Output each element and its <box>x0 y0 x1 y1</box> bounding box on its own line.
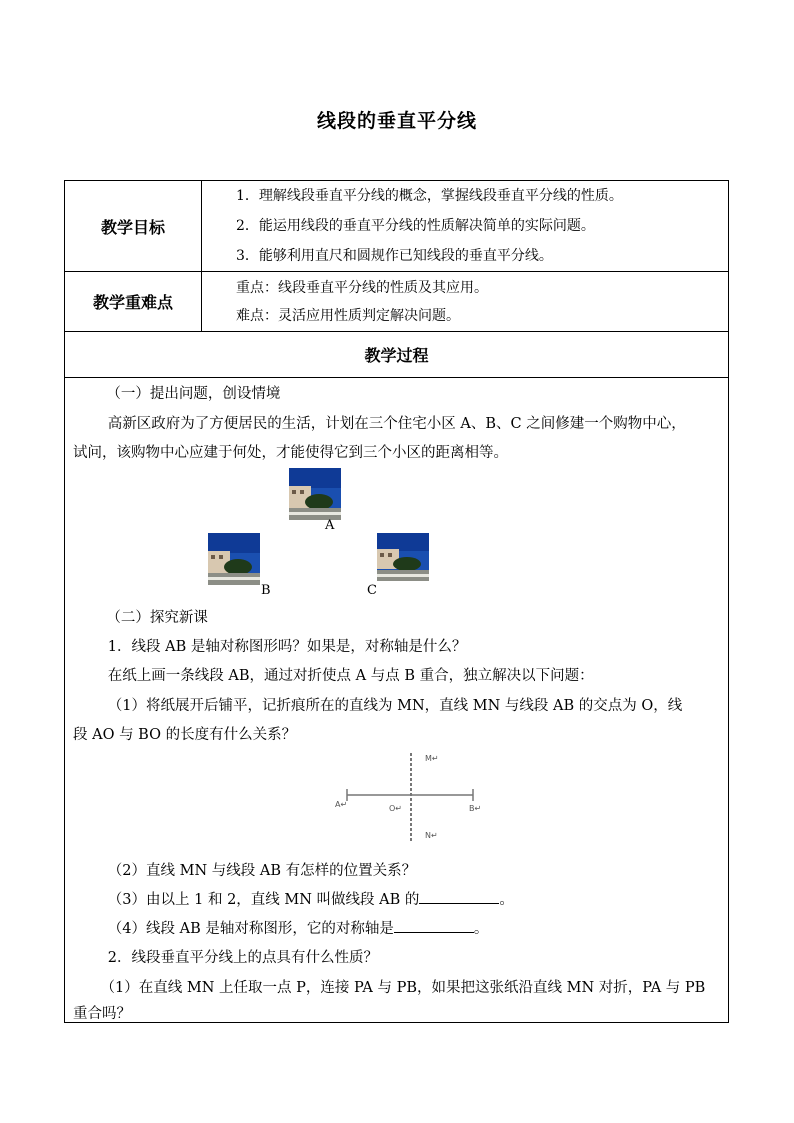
page-title: 线段的垂直平分线 <box>316 110 477 132</box>
goal-item: 1．理解线段垂直平分线的概念，掌握线段垂直平分线的性质。 <box>236 188 623 204</box>
question2-part1-line1: （1）在直线 MN 上任取一点 P，连接 PA 与 PB，如果把这张纸沿直线 MN 对折，PA 与 PB <box>100 980 706 996</box>
point-b-label: B <box>261 583 271 598</box>
label-b: B↵ <box>469 804 482 813</box>
question1-intro: 在纸上画一条线段 AB，通过对折使点 A 与点 B 重合，独立解决以下问题： <box>107 668 594 684</box>
label-n: N↵ <box>425 831 438 840</box>
key-points-label: 教学重难点 <box>65 272 202 332</box>
process-heading: 教学过程 <box>65 332 729 378</box>
point-a-label: A <box>325 518 335 533</box>
question1: 1．线段 AB 是轴对称图形吗？如果是，对称轴是什么？ <box>107 639 467 655</box>
photo-image <box>377 533 429 581</box>
process-cell <box>65 378 729 1023</box>
residential-photo-c <box>377 533 429 581</box>
bisector-diagram <box>331 753 501 845</box>
goal-item: 2．能运用线段的垂直平分线的性质解决简单的实际问题。 <box>236 218 595 234</box>
residential-photo-b <box>208 533 260 585</box>
goals-label: 教学目标 <box>65 181 202 272</box>
photo-image <box>289 468 341 520</box>
section1-title: （一）提出问题，创设情境 <box>106 386 281 402</box>
question2: 2．线段垂直平分线上的点具有什么性质？ <box>107 950 379 966</box>
question1-part4-text: （4）线段 AB 是轴对称图形，它的对称轴是 <box>107 921 394 937</box>
section1-paragraph-line2: 试问，该购物中心应建于何处，才能使得它到三个小区的距离相等。 <box>73 445 508 461</box>
answer-blank <box>419 889 499 904</box>
photo-image <box>208 533 260 585</box>
residential-photo-a <box>289 468 341 520</box>
question1-part2: （2）直线 MN 与线段 AB 有怎样的位置关系？ <box>107 863 417 879</box>
label-a: A↵ <box>335 800 348 809</box>
label-m: M↵ <box>425 754 439 763</box>
question1-part4 <box>73 915 720 944</box>
question1-part1-line2: 段 AO 与 BO 的长度有什么关系？ <box>73 727 297 743</box>
lesson-table <box>64 180 729 1023</box>
goal-item: 3．能够利用直尺和圆规作已知线段的垂直平分线。 <box>236 248 553 264</box>
answer-blank <box>394 918 474 933</box>
question1-part3-text: （3）由以上 1 和 2，直线 MN 叫做线段 AB 的 <box>107 892 420 908</box>
key-point-text: 重点：线段垂直平分线的性质及其应用。 <box>236 279 488 296</box>
goals-cell <box>202 181 729 272</box>
section1-paragraph-line1: 高新区政府为了方便居民的生活，计划在三个住宅小区 A、B、C 之间修建一个购物中心， <box>107 416 686 432</box>
section2-title: （二）探究新课 <box>106 610 208 626</box>
question2-part1-line2: 重合吗？ <box>73 1006 131 1022</box>
question1-part3 <box>73 886 720 915</box>
difficulty-text: 难点：灵活应用性质判定解决问题。 <box>236 307 460 324</box>
point-c-label: C <box>367 583 377 598</box>
question1-part1-line1: （1）将纸展开后铺平，记折痕所在的直线为 MN，直线 MN 与线段 AB 的交点为 O，线 <box>107 698 683 714</box>
question1-part4-end: 。 <box>473 921 489 937</box>
key-points-cell <box>202 272 729 332</box>
question1-part3-end: 。 <box>499 892 514 908</box>
label-o: O↵ <box>389 804 402 813</box>
